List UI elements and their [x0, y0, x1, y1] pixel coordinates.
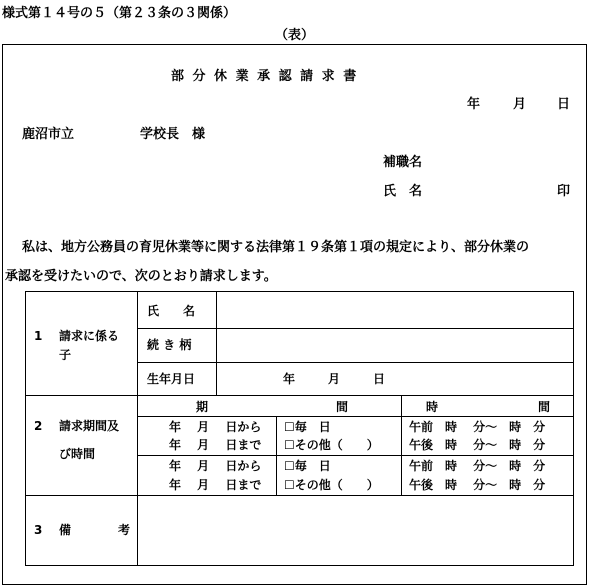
label-column-divider [137, 292, 138, 565]
entry2-time-pm: 午後 時 分～ 時 分 [409, 478, 546, 492]
section2-entry-divider [137, 455, 573, 456]
birth-day: 日 [373, 372, 386, 386]
date-month: 月 [513, 97, 527, 112]
entry2-option-other: ☐その他（ ） [284, 478, 379, 492]
entry1-date-from: 年 月 日から [169, 420, 262, 434]
section-divider-1 [26, 395, 573, 396]
section1-label-line2: 子 [59, 348, 72, 362]
section2-label-line1: 請求期間及 [59, 419, 120, 433]
section-divider-2 [26, 495, 573, 496]
section2-time-divider [401, 395, 402, 495]
header-time-right: 間 [538, 400, 551, 414]
child-name-label: 氏 名 [147, 304, 196, 318]
section1-value-divider [216, 292, 217, 395]
request-table [25, 291, 574, 566]
body-text-line1: 私は、地方公務員の育児休業等に関する法律第１９条第１項の規定により、部分休業の [22, 240, 530, 255]
date-day: 日 [557, 97, 571, 112]
body-text-line2: 承認を受けたいので、次のとおり請求します。 [5, 269, 277, 284]
birth-year: 年 [283, 372, 296, 386]
form-number: 様式第１４号の５（第２３条の３関係） [2, 6, 237, 21]
entry2-option-everyday: ☐毎 日 [284, 459, 331, 473]
seal-mark: 印 [557, 184, 571, 199]
page-title: 部 分 休 業 承 認 請 求 書 [171, 69, 359, 84]
entry2-time-am: 午前 時 分～ 時 分 [409, 459, 546, 473]
section1-label-line1: 請求に係る [59, 329, 120, 343]
section2-label-line2: び時間 [59, 447, 96, 461]
entry2-date-to: 年 月 日まで [169, 478, 262, 492]
applicant-name-label: 氏 名 [383, 184, 423, 199]
section1-row-divider-2 [137, 362, 573, 363]
section2-num: 2 [34, 419, 43, 433]
entry1-option-other: ☐その他（ ） [284, 438, 379, 452]
header-time-left: 時 [426, 400, 439, 414]
addressee-recipient: 学校長 様 [140, 127, 206, 142]
child-birthdate-label: 生年月日 [147, 372, 196, 386]
child-relation-label: 続 き 柄 [147, 338, 192, 352]
header-period-left: 期 [196, 400, 209, 414]
section1-num: 1 [34, 329, 43, 343]
entry2-date-from: 年 月 日から [169, 459, 262, 473]
section2-header-divider [137, 416, 573, 417]
addressee-city: 鹿沼市立 [22, 127, 75, 142]
section2-date-divider [276, 416, 277, 495]
section1-row-divider-1 [137, 328, 573, 329]
entry1-option-everyday: ☐毎 日 [284, 420, 331, 434]
section3-label-left: 備 [59, 523, 72, 537]
birth-month: 月 [328, 372, 341, 386]
entry1-date-to: 年 月 日まで [169, 438, 262, 452]
side-label: （表） [275, 28, 315, 43]
entry1-time-am: 午前 時 分～ 時 分 [409, 420, 546, 434]
date-year: 年 [467, 97, 481, 112]
header-period-right: 間 [336, 400, 349, 414]
position-label: 補職名 [383, 155, 423, 170]
section3-label-right: 考 [118, 523, 131, 537]
entry1-time-pm: 午後 時 分～ 時 分 [409, 438, 546, 452]
section3-num: 3 [34, 523, 43, 537]
